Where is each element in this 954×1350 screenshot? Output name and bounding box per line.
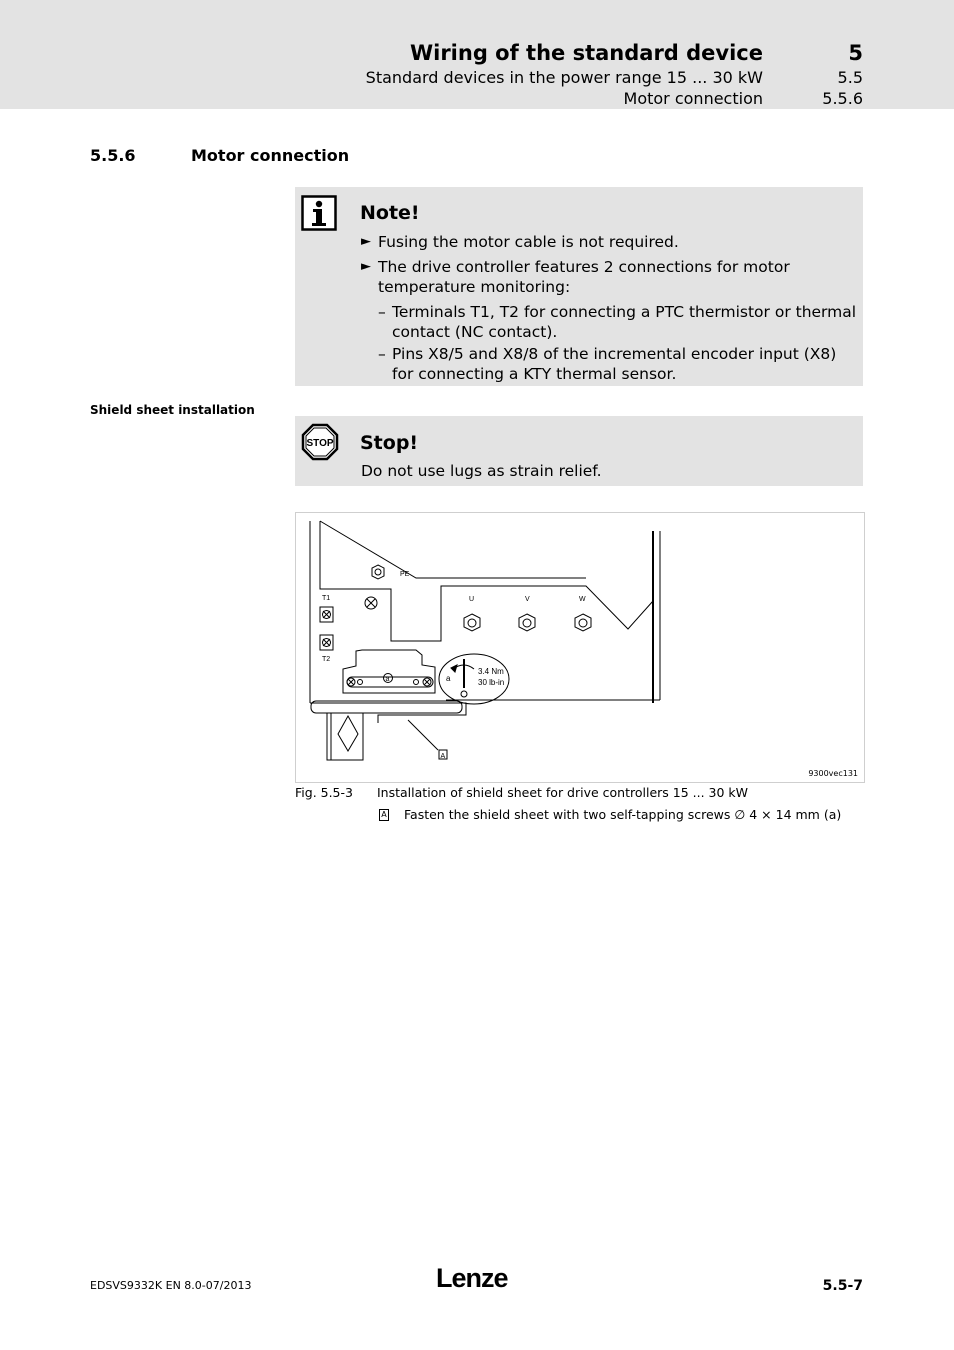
note-sub-item [361,344,859,385]
stop-sign-icon [301,423,339,465]
stop-heading: Stop! [360,432,419,454]
note-heading: Note! [360,202,420,224]
note-sub-item [361,302,859,343]
label-u: U [469,596,475,603]
footer-page-number: 5.5-7 [822,1278,863,1294]
upper-plate-edge [320,521,586,578]
subsection-number-header: 5.5.6 [822,89,863,108]
note-sub-item-text: Terminals T1, T2 for connecting a PTC thermistor or thermal contact (NC contact). [392,302,857,341]
label-t1: T1 [322,595,331,602]
pe-bolt-center [375,569,381,575]
shield-sheet-diagram [296,513,864,782]
label-v: V [525,596,530,603]
item-text-a: Fasten the shield sheet with two self-tapping screws ∅ 4 × 14 mm (a) [404,807,842,822]
label-clamp-a: a [385,676,390,683]
note-bullet-text: The drive controller features 2 connections for motor temperature monitoring: [378,257,790,296]
figure-code: 9300vec131 [808,769,858,778]
figure-caption-text: Installation of shield sheet for drive controllers 15 ... 30 kW [377,785,749,800]
label-torque-nm: 3.4 Nm [478,667,504,676]
info-icon [301,195,339,235]
lenze-logo: Lenze [436,1263,508,1293]
note-bullet [361,257,859,298]
section-title: Motor connection [191,146,350,165]
bullet-arrow-icon: ► [361,258,371,274]
label-torque-lbin: 30 lb-in [478,678,505,687]
note-box [295,187,863,386]
section-number: 5.5.6 [90,146,136,165]
label-w: W [579,596,586,603]
dash-marker: – [378,344,386,363]
cable-support [327,713,363,760]
label-screw-a: a [446,674,451,683]
section-number-header: 5.5 [837,68,863,87]
dash-marker: – [378,302,386,321]
v-bolt-hex [519,614,535,631]
stop-box [295,416,863,486]
header-band [0,0,954,109]
callout-a-leader [408,720,438,750]
label-pe: PE [400,571,410,578]
stop-icon-text: STOP [306,438,334,449]
w-bolt-hex [575,614,591,631]
bullet-arrow-icon: ► [361,234,371,249]
item-marker-a: A [379,809,389,821]
note-list [361,232,859,386]
section-title-header: Standard devices in the power range 15 ... 30 kW [365,68,763,87]
chapter-title: Wiring of the standard device [409,41,763,65]
cable-support-slot [338,716,358,751]
chapter-number: 5 [848,41,863,65]
note-bullet-text: Fusing the motor cable is not required. [378,233,679,251]
note-sub-item-text: Pins X8/5 and X8/8 of the incremental encoder input (X8) for connecting a KTY thermal sensor. [392,344,837,383]
subsection-title-header: Motor connection [623,89,763,108]
footer-doc-id: EDSVS9332K EN 8.0-07/2013 [90,1279,252,1292]
stop-text: Do not use lugs as strain relief. [361,462,602,480]
figure-caption-label: Fig. 5.5-3 [295,785,353,800]
u-bolt-hex [464,614,480,631]
label-callout-a: A [440,753,446,760]
label-t2: T2 [322,656,331,663]
terminal-plate-outline [320,521,653,641]
margin-note: Shield sheet installation [90,403,255,417]
pe-bolt-hex [372,565,384,579]
figure-frame [295,512,865,783]
note-bullet [361,232,859,253]
